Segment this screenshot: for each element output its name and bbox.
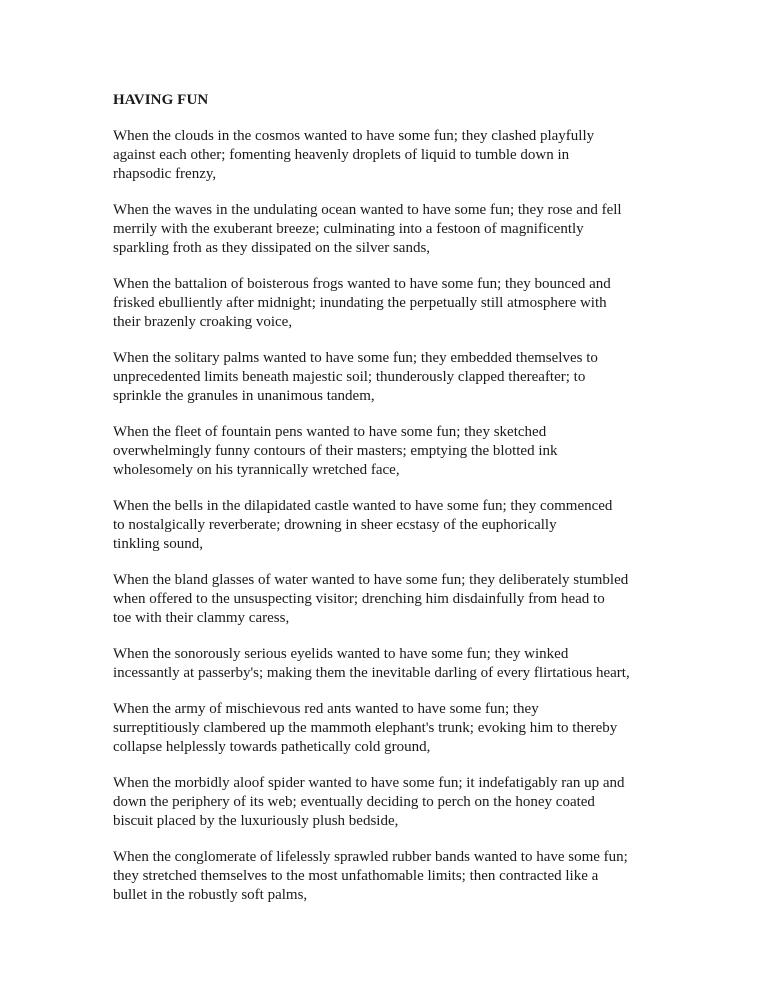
- stanza-line: rhapsodic frenzy,: [113, 166, 217, 182]
- stanza: [113, 349, 673, 406]
- stanza-line: When the conglomerate of lifelessly sprawled rubber bands wanted to have some fun;: [113, 849, 628, 865]
- stanza-line: When the bland glasses of water wanted to have some fun; they deliberately stumbled: [113, 572, 629, 588]
- stanza-line: When the solitary palms wanted to have some fun; they embedded themselves to: [113, 350, 598, 366]
- stanza: [113, 423, 673, 480]
- stanza-line: merrily with the exuberant breeze; culminating into a festoon of magnificently: [113, 221, 584, 237]
- stanza-line: When the battalion of boisterous frogs wanted to have some fun; they bounced and: [113, 276, 611, 292]
- stanza-line: their brazenly croaking voice,: [113, 314, 293, 330]
- stanza-line: bullet in the robustly soft palms,: [113, 887, 308, 903]
- stanza: [113, 201, 673, 258]
- stanza-line: biscuit placed by the luxuriously plush bedside,: [113, 813, 399, 829]
- stanza-line: sparkling froth as they dissipated on the silver sands,: [113, 240, 431, 256]
- stanza-line: When the fleet of fountain pens wanted to have some fun; they sketched: [113, 424, 547, 440]
- stanza: [113, 848, 673, 905]
- stanza-line: they stretched themselves to the most unfathomable limits; then contracted like a: [113, 868, 599, 884]
- stanza: [113, 127, 673, 184]
- stanza: [113, 645, 673, 683]
- poem-title: HAVING FUN: [113, 92, 209, 108]
- stanza-line: unprecedented limits beneath majestic soil; thunderously clapped thereafter; to: [113, 369, 586, 385]
- stanza-line: collapse helplessly towards pathetically cold ground,: [113, 739, 431, 755]
- stanza-list: [113, 127, 673, 905]
- stanza-line: When the bells in the dilapidated castle wanted to have some fun; they commenced: [113, 498, 613, 514]
- stanza-line: against each other; fomenting heavenly droplets of liquid to tumble down in: [113, 147, 570, 163]
- stanza-line: When the morbidly aloof spider wanted to have some fun; it indefatigably ran up and: [113, 775, 625, 791]
- stanza-line: tinkling sound,: [113, 536, 204, 552]
- stanza-line: to nostalgically reverberate; drowning in sheer ecstasy of the euphorically: [113, 517, 557, 533]
- stanza: [113, 571, 673, 628]
- stanza-line: wholesomely on his tyrannically wretched face,: [113, 462, 400, 478]
- stanza-line: sprinkle the granules in unanimous tandem,: [113, 388, 375, 404]
- stanza-line: overwhelmingly funny contours of their masters; emptying the blotted ink: [113, 443, 558, 459]
- stanza-line: down the periphery of its web; eventually deciding to perch on the honey coated: [113, 794, 595, 810]
- stanza: [113, 275, 673, 332]
- stanza-line: When the army of mischievous red ants wanted to have some fun; they: [113, 701, 539, 717]
- poem-body: [113, 91, 673, 922]
- stanza-line: incessantly at passerby's; making them the inevitable darling of every flirtatious heart,: [113, 665, 630, 681]
- stanza-line: When the clouds in the cosmos wanted to have some fun; they clashed playfully: [113, 128, 595, 144]
- stanza-line: toe with their clammy caress,: [113, 610, 290, 626]
- stanza: [113, 774, 673, 831]
- stanza: [113, 700, 673, 757]
- stanza: [113, 497, 673, 554]
- stanza-line: When the waves in the undulating ocean wanted to have some fun; they rose and fell: [113, 202, 622, 218]
- stanza-line: When the sonorously serious eyelids wanted to have some fun; they winked: [113, 646, 569, 662]
- stanza-line: surreptitiously clambered up the mammoth elephant's trunk; evoking him to thereby: [113, 720, 618, 736]
- stanza-line: when offered to the unsuspecting visitor; drenching him disdainfully from head to: [113, 591, 605, 607]
- stanza-line: frisked ebulliently after midnight; inundating the perpetually still atmosphere with: [113, 295, 607, 311]
